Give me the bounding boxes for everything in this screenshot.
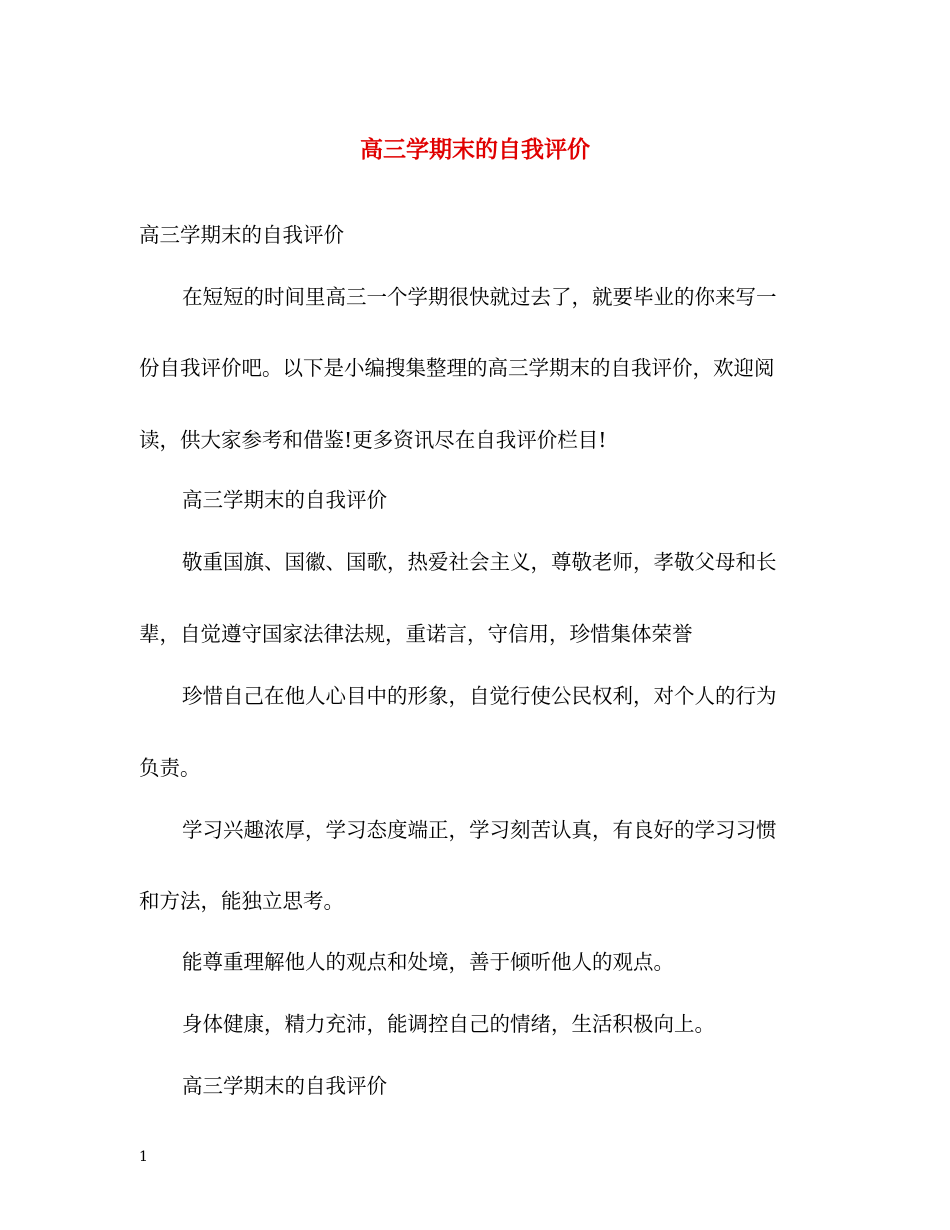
paragraph-5-line-1: 身体健康，精力充沛，能调控自己的情绪，生活积极向上。 [182,1012,715,1036]
paragraph-4-line-1: 能尊重理解他人的观点和处境，善于倾听他人的观点。 [182,950,674,974]
paragraph-3-line-2: 和方法，能独立思考。 [139,889,344,913]
paragraph-intro-line-3: 读，供大家参考和借鉴!更多资讯尽在自我评价栏目! [139,428,607,452]
document-title: 高三学期末的自我评价 [360,136,590,163]
paragraph-2-line-1: 珍惜自己在他人心目中的形象，自觉行使公民权利，对个人的行为 [182,684,777,708]
subtitle-line: 高三学期末的自我评价 [139,223,344,247]
page-number: 1 [139,1149,148,1165]
paragraph-3-line-1: 学习兴趣浓厚，学习态度端正，学习刻苦认真，有良好的学习习惯 [182,818,777,842]
section-heading: 高三学期末的自我评价 [182,488,387,512]
paragraph-intro-line-2: 份自我评价吧。以下是小编搜集整理的高三学期末的自我评价，欢迎阅 [139,356,775,380]
paragraph-1-line-2: 辈，自觉遵守国家法律法规，重诺言，守信用，珍惜集体荣誉 [139,622,693,646]
paragraph-1-line-1: 敬重国旗、国徽、国歌，热爱社会主义，尊敬老师，孝敬父母和长 [182,550,777,574]
paragraph-intro-line-1: 在短短的时间里高三一个学期很快就过去了，就要毕业的你来写一 [182,285,777,309]
section-heading-2: 高三学期末的自我评价 [182,1074,387,1098]
paragraph-2-line-2: 负责。 [139,756,201,780]
